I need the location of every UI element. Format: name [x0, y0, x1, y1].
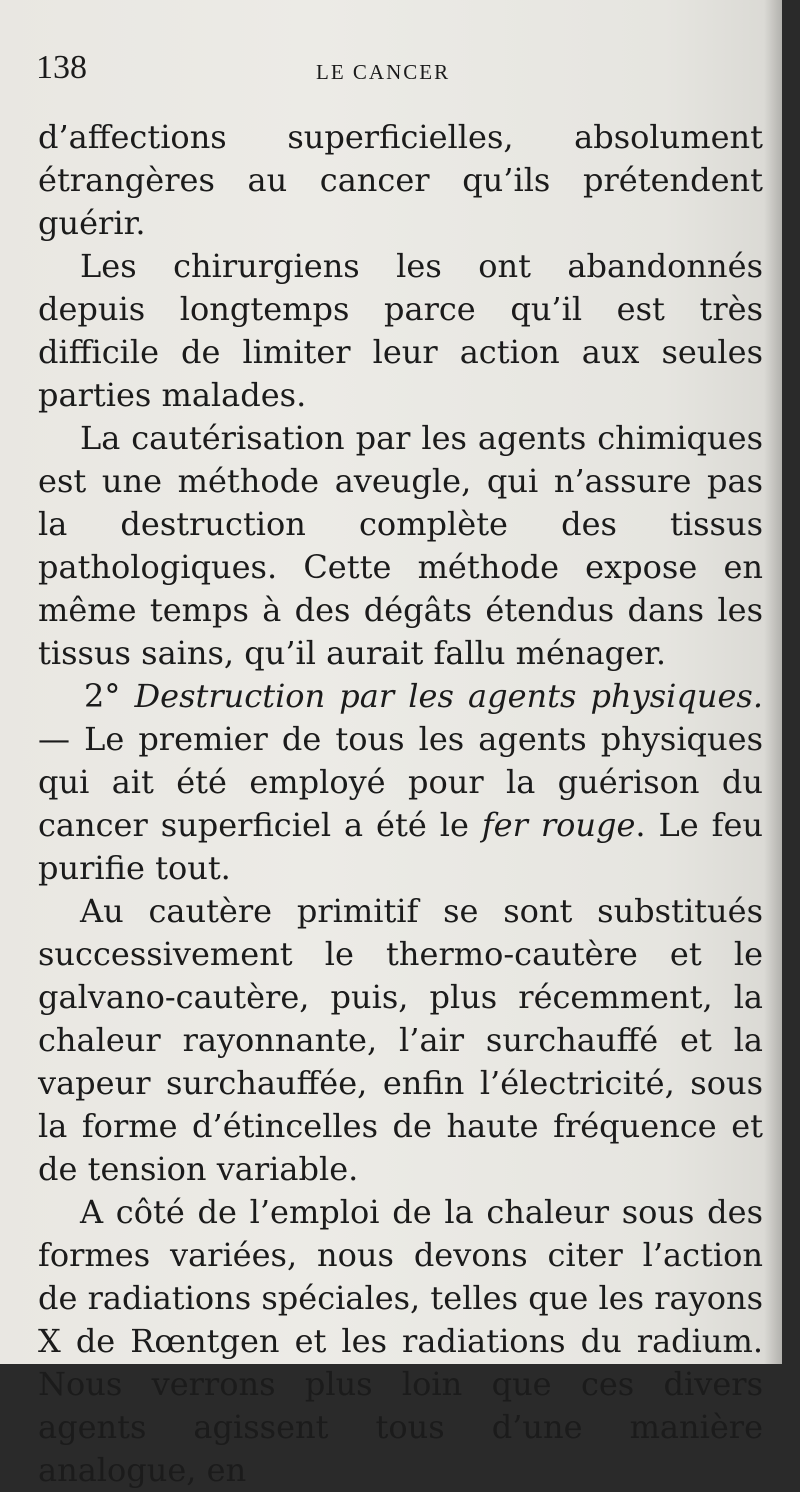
paragraph-6: A côté de l’emploi de la chaleur sous des formes variées, nous devons citer l’action de radiations spéciales, telles que les rayons X de Rœntgen et les radiations du radium. Nous verrons plus loin que ces divers agents agissent tous d’une manière analogue, en: [38, 1193, 763, 1489]
page-number: 138: [36, 49, 87, 86]
section-number: 2°: [84, 677, 121, 715]
paragraph-4-text-b: . Le feu purifie tout.: [38, 806, 764, 887]
paragraph-3: La cautérisation par les agents chimiques est une méthode aveugle, qui n’assure pas la destruction complète des tissus pathologiques. Cette méthode expose en même temps à des dégâts étendus dans les tissus sains, qu’il aurait fallu ménager.: [38, 419, 763, 672]
section-heading: Destruction par les agents physiques.: [134, 677, 764, 715]
running-head: [36, 48, 756, 92]
paragraph-5: Au cautère primitif se sont substitués successivement le thermo-cautère et le galvano-cautère, puis, plus récemment, la chaleur rayonnante, l’air surchauffé et la vapeur surchauffée, enfin l’électricité, sous la forme d’étincelles de haute fréquence et de tension variable.: [38, 892, 763, 1188]
body-text: [38, 116, 763, 1492]
paragraph-1: d’affections superficielles, absolument étrangères au cancer qu’ils prétendent guérir.: [38, 118, 763, 242]
section-dash: —: [38, 720, 70, 758]
fer-rouge-term: fer rouge: [481, 806, 636, 844]
paragraph-4-text-a: Le premier de tous les agents physiques qui ait été employé pour la guérison du cancer superficiel a été le: [38, 720, 763, 844]
running-title: LE CANCER: [316, 60, 451, 84]
paragraph-4: [38, 675, 763, 890]
paragraph-2: Les chirurgiens les ont abandonnés depuis longtemps parce qu’il est très difficile de limiter leur action aux seules parties malades.: [38, 247, 763, 414]
